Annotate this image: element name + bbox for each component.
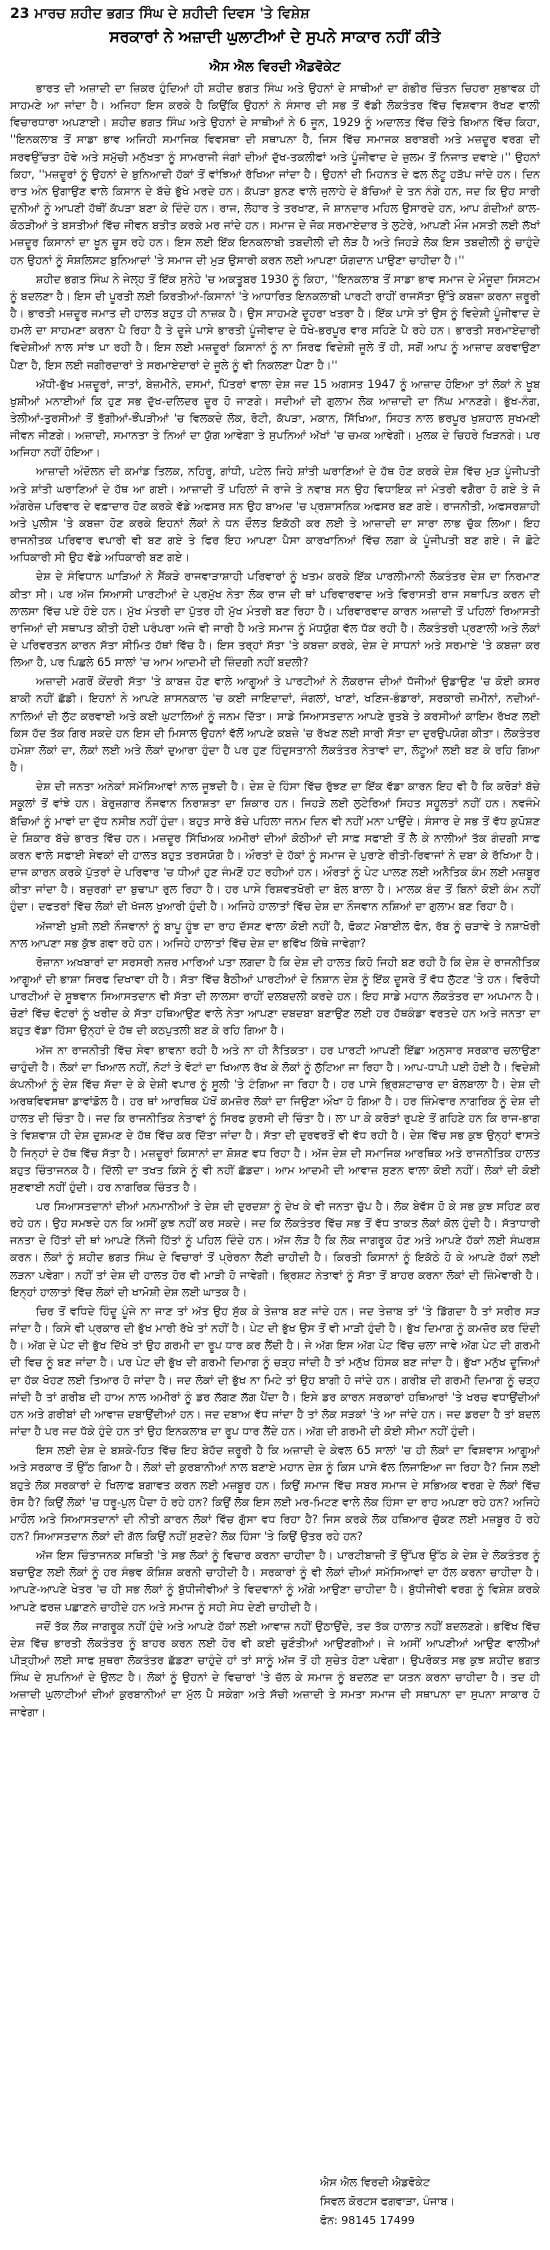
signature-address: ਸਿਵਲ ਕੋਰਟਸ ਫਗਵਾੜਾ, ਪੰਜਾਬ। xyxy=(320,2195,455,2208)
paragraph: ਜਦੋਂ ਤੱਕ ਲੋਕ ਜਾਗਰੂਕ ਨਹੀਂ ਹੁੰਦੇ ਅਤੇ ਆਪਣੇ ਹੱਕਾਂ ਲਈ ਆਵਾਜ਼ ਨਹੀਂ ਉਠਾਉਂਦੇ, ਤਦ ਤੱਕ ਹਾਲਾਤ ਨਹੀਂ ਬਦਲਣਗੇ। ਭਵਿੱਖ ਵਿੱਚ ਦੇਸ਼ ਵਿੱਚ ਭਾਰਤੀ ਲੋਕਤੰਤਰ ਨੂੰ ਬਾਹਰ ਕਰਨ ਲਈ ਹੋਰ ਵੀ ਕਈ ਚੁਣੌਤੀਆਂ ਆਉਣਗੀਆਂ। ਜੇ ਅਸੀਂ ਆਪਣੀਆਂ ਆਉਣ ਵਾਲੀਆਂ ਪੀੜ੍ਹੀਆਂ ਲਈ ਸਾਫ ਸੁਥਰਾ ਲੋਕਤੰਤਰ ਛੱਡਣਾ ਚਾਹੁੰਦੇ ਹਾਂ ਤਾਂ ਸਾਨੂੰ ਅੱਜ ਤੋਂ ਹੀ ਸੁਚੇਤ ਹੋਣਾ ਪਵੇਗਾ। ਉਪਰੋਕਤ ਸਭ ਕੁਝ ਸ਼ਹੀਦ ਭਗਤ ਸਿੰਘ ਦੇ ਸੁਪਨਿਆਂ ਦੇ ਉਲਟ ਹੈ। ਲੋਕਾਂ ਨੂੰ ਉਹਨਾਂ ਦੇ ਵਿਚਾਰਾਂ 'ਤੇ ਚੱਲ ਕੇ ਸਮਾਜ ਨੂੰ ਬਦਲਣ ਦਾ ਯਤਨ ਕਰਨਾ ਚਾਹੀਦਾ ਹੈ। ਤਦ ਹੀ ਅਜ਼ਾਦੀ ਘੁਲਾਟੀਆਂ ਦੀਆਂ ਕੁਰਬਾਨੀਆਂ ਦਾ ਮੁੱਲ ਪੈ ਸਕੇਗਾ ਅਤੇ ਸੱਚੀ ਅਜ਼ਾਦੀ ਤੇ ਸਮਤਾ ਸਮਾਜ ਦੀ ਸਥਾਪਨਾ ਦਾ ਸੁਪਨਾ ਸਾਕਾਰ ਹੋ ਜਾਵੇਗਾ। xyxy=(10,1619,540,1719)
article-body xyxy=(10,80,540,1723)
signature-phone: ਫੋਨ: 98145 17499 xyxy=(320,2214,415,2227)
article-kicker: 23 ਮਾਰਚ ਸ਼ਹੀਦ ਭਗਤ ਸਿੰਘ ਦੇ ਸ਼ਹੀਦੀ ਦਿਵਸ 'ਤੇ ਵਿਸ਼ੇਸ਼ xyxy=(10,6,310,22)
paragraph: ਪਰ ਸਿਆਸਤਦਾਨਾਂ ਦੀਆਂ ਮਨਮਾਨੀਆਂ ਤੇ ਦੇਸ਼ ਦੀ ਦੁਰਦਸ਼ਾ ਨੂੰ ਦੇਖ ਕੇ ਵੀ ਜਨਤਾ ਚੁੱਪ ਹੈ। ਲੋਕ ਬੇਵੱਸ ਹੋ ਕੇ ਸਭ ਕੁਝ ਸਹਿਣ ਕਰ ਰਹੇ ਹਨ। ਉਹ ਸਮਝਦੇ ਹਨ ਕਿ ਅਸੀਂ ਕੁਝ ਨਹੀਂ ਕਰ ਸਕਦੇ। ਜਦ ਕਿ ਲੋਕਤੰਤਰ ਵਿੱਚ ਸਭ ਤੋਂ ਵੱਧ ਤਾਕਤ ਲੋਕਾਂ ਕੋਲ ਹੁੰਦੀ ਹੈ। ਸੱਤਾਧਾਰੀ ਜਨਤਾ ਦੇ ਹਿੱਤਾਂ ਦੀ ਥਾਂ ਆਪਣੇ ਨਿੱਜੀ ਹਿੱਤਾਂ ਨੂੰ ਪਹਿਲ ਦਿੰਦੇ ਹਨ। ਅੱਜ ਲੋੜ ਹੈ ਕਿ ਲੋਕ ਜਾਗਰੂਕ ਹੋਣ ਅਤੇ ਆਪਣੇ ਹੱਕਾਂ ਲਈ ਸੰਘਰਸ਼ ਕਰਨ। ਲੋਕਾਂ ਨੂੰ ਸ਼ਹੀਦ ਭਗਤ ਸਿੰਘ ਦੇ ਵਿਚਾਰਾਂ ਤੋਂ ਪ੍ਰੇਰਨਾ ਲੈਣੀ ਚਾਹੀਦੀ ਹੈ। ਕਿਰਤੀ ਕਿਸਾਨਾਂ ਨੂੰ ਇਕੱਠੇ ਹੋ ਕੇ ਆਪਣੇ ਹੱਕਾਂ ਲਈ ਲੜਨਾ ਪਵੇਗਾ। ਨਹੀਂ ਤਾਂ ਦੇਸ਼ ਦੀ ਹਾਲਤ ਹੋਰ ਵੀ ਮਾੜੀ ਹੋ ਜਾਵੇਗੀ। ਭ੍ਰਿਸ਼ਟ ਨੇਤਾਵਾਂ ਨੂੰ ਸੱਤਾ ਤੋਂ ਬਾਹਰ ਕਰਨਾ ਲੋਕਾਂ ਦੀ ਜ਼ਿੰਮੇਵਾਰੀ ਹੈ। ਇਨ੍ਹਾਂ ਹਾਲਾਤਾਂ ਵਿੱਚ ਲੋਕਾਂ ਦੀ ਖਾਮੋਸ਼ੀ ਦੇਸ਼ ਲਈ ਘਾਤਕ ਹੈ। xyxy=(10,1200,540,1299)
paragraph: ਅੱਜ ਨਾ ਰਾਜਨੀਤੀ ਵਿੱਚ ਸੇਵਾ ਭਾਵਨਾ ਰਹੀ ਹੈ ਅਤੇ ਨਾ ਹੀ ਨੈਤਿਕਤਾ। ਹਰ ਪਾਰਟੀ ਆਪਣੀ ਇੱਛਾ ਅਨੁਸਾਰ ਸਰਕਾਰ ਚਲਾਉਣਾ ਚਾਹੁੰਦੀ ਹੈ। ਲੋਕਾਂ ਦਾ ਖਿਆਲ ਨਹੀਂ, ਨੋਟਾਂ ਤੇ ਵੋਟਾਂ ਦਾ ਖਿਆਲ ਰੱਖ ਕੇ ਲੋਕਾਂ ਨੂੰ ਲੁੱਟਿਆ ਜਾ ਰਿਹਾ ਹੈ। ਆਪ-ਧਾਪੀ ਪਈ ਹੋਈ ਹੈ। ਵਿਦੇਸ਼ੀ ਕੰਪਨੀਆਂ ਨੂੰ ਦੇਸ਼ ਵਿੱਚ ਸੱਦਾ ਦੇ ਕੇ ਦੇਸ਼ੀ ਵਪਾਰ ਨੂੰ ਸੂਲੀ 'ਤੇ ਟੰਗਿਆ ਜਾ ਰਿਹਾ ਹੈ। ਹਰ ਪਾਸੇ ਭ੍ਰਿਸ਼ਟਾਚਾਰ ਦਾ ਬੋਲਬਾਲਾ ਹੈ। ਦੇਸ਼ ਦੀ ਅਰਥਵਿਵਸਥਾ ਡਾਵਾਂਡੋਲ ਹੈ। ਹਰ ਥਾਂ ਆਰਥਿਕ ਪੱਖੋਂ ਕਮਜ਼ੋਰ ਲੋਕਾਂ ਦਾ ਜਿਉਣਾ ਔਖਾ ਹੋ ਗਿਆ ਹੈ। ਹਰ ਜ਼ਿੰਮੇਵਾਰ ਨਾਗਰਿਕ ਨੂੰ ਦੇਸ਼ ਦੀ ਹਾਲਤ ਦੀ ਚਿੰਤਾ ਹੈ। ਜਦ ਕਿ ਰਾਜਨੀਤਿਕ ਨੇਤਾਵਾਂ ਨੂੰ ਸਿਰਫ ਕੁਰਸੀ ਦੀ ਚਿੰਤਾ ਹੈ। ਲਾ ਪਾ ਕੇ ਕਰੋੜਾਂ ਰੁਪਏ ਤੋਂ ਗਹਿਣੇ ਹਨ ਕਿ ਰਾਜ-ਭਾਗ ਤੇ ਵਿਸ਼ਵਾਸ਼ ਹੀ ਦੇਸ਼ ਦੁਸ਼ਮਣ ਦੇ ਹੱਥ ਵਿੱਚ ਕਰ ਦਿੱਤਾ ਜਾਂਦਾ ਹੈ। ਸੱਤਾ ਦੀ ਦੁਰਵਰਤੋਂ ਵੀ ਵੱਧ ਰਹੀ ਹੈ। ਦੇਸ਼ ਵਿੱਚ ਸਭ ਕੁਝ ਉਨ੍ਹਾਂ ਵਾਸਤੇ ਹੈ ਜਿਨ੍ਹਾਂ ਦੇ ਹੱਥ ਵਿੱਚ ਸੱਤਾ ਹੈ। ਮਜ਼ਦੂਰਾਂ ਕਿਸਾਨਾਂ ਦਾ ਸ਼ੋਸ਼ਣ ਵਧ ਰਿਹਾ ਹੈ। ਅੱਜ ਦੇਸ਼ ਦੀ ਸਮਾਜਿਕ ਆਰਥਿਕ ਅਤੇ ਰਾਜਨੀਤਿਕ ਹਾਲਤ ਬਹੁਤ ਚਿੰਤਾਜਨਕ ਹੈ। ਦਿੱਲੀ ਦਾ ਤਖਤ ਕਿਸੇ ਨੂੰ ਵੀ ਨਹੀਂ ਛੱਡਦਾ। ਆਮ ਆਦਮੀ ਦੀ ਆਵਾਜ਼ ਸੁਣਨ ਵਾਲਾ ਕੋਈ ਨਹੀਂ। ਲੋਕਾਂ ਦੀ ਕੋਈ ਸੁਣਵਾਈ ਨਹੀਂ ਹੁੰਦੀ। ਹਰ ਨਾਗਰਿਕ ਚਿੰਤਤ ਹੈ। xyxy=(10,1043,540,1194)
paragraph: ਰੋਜ਼ਾਨਾ ਅਖਬਾਰਾਂ ਦਾ ਸਰਸਰੀ ਨਜ਼ਰ ਮਾਰਿਆਂ ਪਤਾ ਲਗਦਾ ਹੈ ਕਿ ਦੇਸ਼ ਦੀ ਹਾਲਤ ਕਿਹੋ ਜਿਹੀ ਬਣ ਰਹੀ ਹੈ ਕਿ ਦੇਸ਼ ਦੇ ਰਾਜਨੀਤਿਕ ਆਗੂਆਂ ਦੀ ਭਾਸ਼ਾ ਸਿਰਫ ਦਿਖਾਵਾ ਹੀ ਹੈ। ਸੱਤਾ ਵਿੱਚ ਬੈਠੀਆਂ ਪਾਰਟੀਆਂ ਦੇ ਨਿਸ਼ਾਨ ਦੇਸ਼ ਨੂੰ ਇੱਕ ਦੂਸਰੇ ਤੋਂ ਵੱਧ ਲੁੱਟਣ 'ਤੇ ਹਨ। ਵਿਰੋਧੀ ਪਾਰਟੀਆਂ ਦੇ ਸੂਝਵਾਨ ਸਿਆਸਤਦਾਨ ਵੀ ਸੱਤਾ ਦੀ ਲਾਲਸਾ ਰਾਹੀਂ ਦਲਬਦਲੀ ਕਰਦੇ ਹਨ। ਇਹ ਸਾਡੇ ਮਹਾਨ ਲੋਕਤੰਤਰ ਦਾ ਅਪਮਾਨ ਹੈ। ਚੋਣਾਂ ਵਿੱਚ ਵੋਟਰਾਂ ਨੂੰ ਖਰੀਦ ਕੇ ਸੱਤਾ ਹਥਿਆਉਣ ਵਾਲੇ ਨੇਤਾ ਆਪਣਾ ਦਬਦਬਾ ਬਣਾਉਣ ਲਈ ਹਰ ਹੱਥਕੰਡਾ ਵਰਤਦੇ ਹਨ ਅਤੇ ਜਨਤਾ ਦਾ ਬਹੁਤ ਵੱਡਾ ਹਿੱਸਾ ਉਨ੍ਹਾਂ ਦੇ ਹੱਥ ਦੀ ਕਠਪੁਤਲੀ ਬਣ ਕੇ ਰਹਿ ਗਿਆ ਹੈ। xyxy=(10,955,540,1038)
paragraph: ਇਸ ਲਈ ਦੇਸ਼ ਦੇ ਬਸ਼ਕੇ-ਹਿਤ ਵਿੱਚ ਇਹ ਬੇਹੱਦ ਜ਼ਰੂਰੀ ਹੈ ਕਿ ਅਜ਼ਾਦੀ ਦੇ ਕੇਵਲ 65 ਸਾਲਾਂ 'ਚ ਹੀ ਲੋਕਾਂ ਦਾ ਵਿਸ਼ਵਾਸ ਆਗੂਆਂ ਅਤੇ ਸਰਕਾਰ ਤੋਂ ਉੱਠ ਗਿਆ ਹੈ। ਲੋਕਾਂ ਦੀ ਕੁਰਬਾਨੀਆਂ ਨਾਲ ਬਣਾਏ ਮਹਾਨ ਦੇਸ਼ ਨੂੰ ਕਿਸ ਪਾਸੇ ਵੱਲ ਲਿਜਾਇਆ ਜਾ ਰਿਹਾ ਹੈ? ਜਿਸ ਲਈ ਬਹੁਤੇ ਲੋਕ ਸਰਕਾਰਾਂ ਦੇ ਖਿਲਾਫ ਬਗਾਵਤ ਕਰਨ ਲਈ ਮਜ਼ਬੂਰ ਹਨ। ਕਿਉਂ ਸਮਾਜ ਵਿੱਚ ਸਬਰ ਸਮਾਜ ਦੇ ਸਭਿਅਕ ਵਰਗ ਦੇ ਲੋਕਾਂ ਵਿੱਚ ਰੋਸ ਹੈ? ਕਿਉਂ ਲੋਕਾਂ 'ਚ ਧਰੂ-ਪੁਲ ਪੈਦਾ ਹੋ ਰਹੇ ਹਨ? ਕਿਉਂ ਲੋਕ ਇਸ ਲਈ ਮਰ-ਮਿਟਣ ਵਾਲੇ ਲੋਕ ਹਿੰਸਾ ਦਾ ਰਾਹ ਅਪਣਾ ਰਹੇ ਹਨ? ਅਜਿਹੇ ਮਾਹੌਲ ਅਤੇ ਸਿਆਸਤਦਾਨਾਂ ਦੀ ਨੀਤੀ ਕਾਰਨ ਲੋਕਾਂ ਵਿੱਚ ਗੁੱਸਾ ਵਧ ਰਿਹਾ ਹੈ? ਜਿਸ ਕਰਕੇ ਲੋਕ ਹਥਿਆਰ ਚੁੱਕਣ ਲਈ ਮਜ਼ਬੂਰ ਹੋ ਰਹੇ ਹਨ? ਸਿਆਸਤਦਾਨ ਲੋਕਾਂ ਦੀ ਗੱਲ ਕਿਉਂ ਨਹੀਂ ਸੁਣਦੇ? ਲੋਕ ਹਿੰਸਾ 'ਤੇ ਕਿਉਂ ਉਤਰ ਰਹੇ ਹਨ? xyxy=(10,1444,540,1543)
paragraph: ਦੇਸ਼ ਦੀ ਜਨਤਾ ਅਨੇਕਾਂ ਸਮੱਸਿਆਵਾਂ ਨਾਲ ਜੂਝਦੀ ਹੈ। ਦੇਸ਼ ਦੇ ਹਿੰਸਾ ਵਿੱਚ ਰੁੱਝਣ ਦਾ ਇੱਕ ਵੱਡਾ ਕਾਰਨ ਇਹ ਵੀ ਹੈ ਕਿ ਕਰੋੜਾਂ ਬੱਚੇ ਸਕੂਲਾਂ ਤੋਂ ਵਾਂਝੇ ਹਨ। ਬੇਰੁਜ਼ਗਾਰ ਨੌਜਵਾਨ ਨਿਰਾਸ਼ਤਾ ਦਾ ਸ਼ਿਕਾਰ ਹਨ। ਜਿਹੜੇ ਲਈ ਲੁਟੇਰਿਆਂ ਸਿਹਤ ਸਹੂਲਤਾਂ ਨਹੀਂ ਹਨ। ਨਵਜੰਮੇ ਬੱਚਿਆਂ ਨੂੰ ਮਾਵਾਂ ਦਾ ਦੁੱਧ ਨਸੀਬ ਨਹੀਂ ਹੁੰਦਾ। ਬਹੁਤ ਸਾਰੇ ਬੱਚੇ ਪਹਿਲਾ ਜਨਮ ਦਿਨ ਵੀ ਨਹੀਂ ਮਨਾ ਪਾਉਂਦੇ। ਸੰਸਾਰ ਦੇ ਸਭ ਤੋਂ ਵੱਧ ਕੁਪੋਸ਼ਣ ਦੇ ਸ਼ਿਕਾਰ ਬੱਚੇ ਭਾਰਤ ਵਿੱਚ ਹਨ। ਮਜ਼ਦੂਰ ਸਿੱਖਿਅਕ ਅਮੀਰਾਂ ਦੀਆਂ ਕੋਠੀਆਂ ਦੀ ਸਾਫ਼ ਸਫਾਈ ਤੋਂ ਲੈ ਕੇ ਨਾਲੀਆਂ ਤੱਕ ਗੰਦਗੀ ਸਾਫ ਕਰਨ ਵਾਲੇ ਸਫਾਈ ਸੇਵਕਾਂ ਦੀ ਹਾਲਤ ਬਹੁਤ ਤਰਸਯੋਗ ਹੈ। ਔਰਤਾਂ ਦੇ ਹੱਕਾਂ ਨੂੰ ਸਮਾਜ ਦੇ ਪੁਰਾਣੇ ਰੀਤੀ-ਰਿਵਾਜਾਂ ਨੇ ਦਬਾ ਕੇ ਰੱਖਿਆ ਹੈ। ਦਾਜ ਕਾਰਨ ਕਰਕੇ ਪੁੱਤਰਾਂ ਦੇ ਪਰਿਵਾਰ 'ਚ ਧੀਆਂ ਹੁਣ ਜੰਮਣੋਂ ਹਟ ਰਹੀਆਂ ਹਨ। ਔਰਤਾਂ ਨੂੰ ਪੇਟ ਪਾਲਣ ਲਈ ਅਨੈਤਿਕ ਕੰਮ ਲਈ ਮਜ਼ਬੂਰ ਕੀਤਾ ਜਾਂਦਾ ਹੈ। ਬਜ਼ੁਰਗਾਂ ਦਾ ਬੁਢਾਪਾ ਰੁਲ ਰਿਹਾ ਹੈ। ਹਰ ਪਾਸੇ ਰਿਸ਼ਵਤਖੋਰੀ ਦਾ ਬੋਲ ਬਾਲਾ ਹੈ। ਮਾਲਕ ਬੰਦ ਤੋਂ ਬਿਨਾਂ ਕੋਈ ਕੰਮ ਨਹੀਂ ਹੁੰਦਾ। ਦਫਤਰਾਂ ਵਿੱਚ ਲੋਕਾਂ ਦੀ ਖੱਜਲ ਖੁਆਰੀ ਹੁੰਦੀ ਹੈ। ਅਜਿਹੇ ਹਾਲਾਤਾਂ ਵਿੱਚ ਦੇਸ਼ ਦਾ ਨੌਜਵਾਨ ਨਸ਼ਿਆਂ ਦਾ ਗੁਲਾਮ ਬਣ ਰਿਹਾ ਹੈ। xyxy=(10,780,541,914)
paragraph: ਅੱਧੀ-ਭੁੱਖ ਮਜ਼ਦੂਰਾਂ, ਜਾਤਾਂ, ਬੇਜ਼ਮੀਨੇ, ਦਸਮਾਂ, ਪਿੱਤਰਾਂ ਵਾਲਾ ਦੇਸ਼ ਜਦ 15 ਅਗਸਤ 1947 ਨੂੰ ਆਜ਼ਾਦ ਹੋਇਆ ਤਾਂ ਲੋਕਾਂ ਨੇ ਖੂਬ ਖੁਸ਼ੀਆਂ ਮਨਾਈਆਂ ਕਿ ਹੁਣ ਸਭ ਦੁੱਖ-ਦਲਿਦਰ ਦੂਰ ਹੋ ਜਾਣਗੇ। ਸਦੀਆਂ ਦੀ ਗੁਲਾਮ ਲੋਕ ਆਜ਼ਾਦੀ ਦਾ ਨਿੱਘ ਮਾਨਣਗੇ। ਭੁੱਖ-ਨੰਗ, ਤੇਲੀਆਂ-ਤੁਰਸੀਆਂ ਤੋਂ ਝੁੱਗੀਆਂ-ਝੌਂਪੜੀਆਂ 'ਚ ਵਿਲਕਦੇ ਲੋਕ, ਰੋਟੀ, ਕੱਪੜਾ, ਮਕਾਨ, ਸਿੱਖਿਆ, ਸਿਹਤ ਨਾਲ ਭਰਪੂਰ ਖੁਸ਼ਹਾਲ ਸੁਖਮਈ ਜੀਵਨ ਜੀਣਗੇ। ਅਜ਼ਾਦੀ, ਸਮਾਨਤਾ ਤੇ ਨਿਆਂ ਦਾ ਯੁੱਗ ਆਵੇਗਾ ਤੇ ਸੁਪਨਿਆਂ ਅੱਖਾਂ 'ਚ ਚਮਕ ਆਵੇਗੀ। ਮੁਲਕ ਦੇ ਚਿਹਰੇ ਖਿੜਨਗੇ। ਪਰ ਅਜਿਹਾ ਨਹੀਂ ਹੋਇਆ। xyxy=(10,377,540,460)
paragraph: ਆਜ਼ਾਦੀ ਅੰਦੋਲਨ ਦੀ ਕਮਾਂਡ ਤਿਲਕ, ਨਹਿਰੂ, ਗਾਂਧੀ, ਪਟੇਲ ਜਿਹੇ ਸ਼ਾਂਤੀ ਘਰਾਣਿਆਂ ਦੇ ਹੱਥ ਹੋਣ ਕਰਕੇ ਦੇਸ਼ ਵਿੱਚ ਮੁੜ ਪੂੰਜੀਪਤੀ ਅਤੇ ਸ਼ਾਂਤੀ ਘਰਾਣਿਆਂ ਦੇ ਹੱਥ ਆ ਗਈ। ਆਜ਼ਾਦੀ ਤੋਂ ਪਹਿਲਾਂ ਜੋ ਰਾਜੇ ਤੇ ਨਵਾਬ ਸਨ ਉਹ ਵਿਧਾਇਕ ਜਾਂ ਮੰਤਰੀ ਵਗੈਰਾ ਹੋ ਗਏ ਤੇ ਜੋ ਅੰਗਰੇਜ਼ ਪਰਿਵਾਰ ਦੇ ਵਫ਼ਾਦਾਰ ਹੋਣ ਕਰਕੇ ਵੱਡੇ ਅਫਸਰ ਸਨ ਉਹ ਬਾਅਦ 'ਚ ਪ੍ਰਸ਼ਾਸਨਿਕ ਅਫਸਰ ਬਣ ਗਏ। ਰਾਜਨੀਤੀ, ਅਫਸਰਸ਼ਾਹੀ ਅਤੇ ਪੁਲੀਸ 'ਤੇ ਕਬਜ਼ਾ ਹੋਣ ਕਰਕੇ ਇਹਨਾਂ ਲੋਕਾਂ ਨੇ ਧਨ ਦੌਲਤ ਇਕੱਠੀ ਕਰ ਲਈ ਤੇ ਆਜ਼ਾਦੀ ਦਾ ਸਾਰਾ ਲਾਭ ਚੁੱਕ ਲਿਆ। ਇਹ ਰਾਜਨੀਤਕ ਪਰਿਵਾਰ ਵਪਾਰੀ ਵੀ ਬਣ ਗਏ ਤੇ ਫਿਰ ਇਹ ਆਪਣਾ ਪੈਸਾ ਕਾਰਖਾਨਿਆਂ ਵਿੱਚ ਲਗਾ ਕੇ ਪੂੰਜੀਪਤੀ ਬਣ ਗਏ। ਜੋ ਛੋਟੇ ਅਧਿਕਾਰੀ ਸੀ ਉਹ ਵੱਡੇ ਅਧਿਕਾਰੀ ਬਣ ਗਏ। xyxy=(10,465,540,565)
paragraph: ਅਜ਼ਾਦੀ ਮਗਰੋਂ ਕੇਂਦਰੀ ਸੱਤਾ 'ਤੇ ਕਾਬਜ਼ ਹੋਣ ਵਾਲੇ ਆਗੂਆਂ ਤੇ ਪਾਰਟੀਆਂ ਨੇ ਲੋਕਰਾਜ ਦੀਆਂ ਧੱਜੀਆਂ ਉਡਾਉਣ 'ਚ ਕੋਈ ਕਸਰ ਬਾਕੀ ਨਹੀਂ ਛੱਡੀ। ਇਹਨਾਂ ਨੇ ਆਪਣੇ ਸ਼ਾਸਨਕਾਲ 'ਚ ਕਈ ਜਾਇਦਾਦਾਂ, ਜੰਗਲਾਂ, ਖਾਣਾਂ, ਖਣਿਜ-ਭੰਡਾਰਾਂ, ਸਰਕਾਰੀ ਜ਼ਮੀਨਾਂ, ਨਦੀਆਂ-ਨਾਲਿਆਂ ਦੀ ਲੁੱਟ ਕਰਵਾਈ ਅਤੇ ਕਈ ਘੁਟਾਲਿਆਂ ਨੂੰ ਜਨਮ ਦਿੱਤਾ। ਸਾਡੇ ਸਿਆਸਤਦਾਨ ਆਪਣੇ ਰੁਤਬੇ ਤੇ ਕਰਸੀਆਂ ਕਾਇਮ ਰੱਖਣ ਲਈ ਕਿਸ ਹੱਦ ਤੱਕ ਗਿਰ ਸਕਦੇ ਹਨ ਇਸ ਦੀ ਮਿਸਾਲ ਉਹਨਾਂ ਵੱਲੋਂ ਆਪਣੇ ਕਬਜ਼ੇ 'ਚ ਰੱਖਣ ਲਈ ਸਾਰੀ ਸੱਤਾ ਦਾ ਦੁਰਉਪਯੋਗ ਕੀਤਾ। ਲੋਕਤੰਤਰ ਹਮੇਸ਼ਾ ਲੋਕਾਂ ਦਾ, ਲੋਕਾਂ ਲਈ ਅਤੇ ਲੋਕਾਂ ਦੁਆਰਾ ਹੁੰਦਾ ਹੈ ਪਰ ਹੁਣ ਹਿੰਦੁਸਤਾਨੀ ਲੋਕਤੰਤਰ ਨੇਤਾਵਾਂ ਦਾ, ਲੋਟੂਆਂ ਲਈ ਬਣ ਕੇ ਰਹਿ ਗਿਆ ਹੈ। xyxy=(10,675,540,775)
paragraph: ਦੇਸ਼ ਦੇ ਸੰਵਿਧਾਨ ਘਾੜਿਆਂ ਨੇ ਸੈਂਕੜੇ ਰਾਜਵਾੜਾਸ਼ਾਹੀ ਪਰਿਵਾਰਾਂ ਨੂੰ ਖਤਮ ਕਰਕੇ ਇੱਕ ਪਾਰਲੀਮਾਨੀ ਲੋਕਤੰਤਰ ਦੇਸ਼ ਦਾ ਨਿਰਮਾਣ ਕੀਤਾ ਸੀ। ਪਰ ਅੱਜ ਸਿਆਸੀ ਪਾਰਟੀਆਂ ਦੇ ਪ੍ਰਮੁੱਖ ਨੇਤਾ ਲੋਕ ਰਾਜ ਦੀ ਥਾਂ ਪਰਿਵਾਰਵਾਦ ਅਤੇ ਵਿਰਾਸਤੀ ਰਾਜ ਸਥਾਪਿਤ ਕਰਨ ਦੀ ਲਾਲਸਾ ਵਿੱਚ ਪਏ ਹੋਏ ਹਨ। ਮੁੱਖ ਮੰਤਰੀ ਦਾ ਪੁੱਤਰ ਹੀ ਮੁੱਖ ਮੰਤਰੀ ਬਣ ਰਿਹਾ ਹੈ। ਪਰਿਵਾਰਵਾਦ ਕਾਰਨ ਅਜ਼ਾਦੀ ਤੋਂ ਪਹਿਲਾਂ ਰਿਆਸਤੀ ਰਾਜਿਆਂ ਦੀ ਸਥਾਪਤ ਕੀਤੀ ਹੋਈ ਪਰੰਪਰਾ ਅਜੇ ਵੀ ਜਾਰੀ ਹੈ ਅਤੇ ਸਮਾਜ ਨੂੰ ਮੱਧਯੁੱਗ ਵੱਲ ਧੱਕ ਰਹੀ ਹੈ। ਲੋਕਤੰਤਰੀ ਪ੍ਰਣਾਲੀ ਅਤੇ ਲੋਕਾਂ ਦੇ ਪਰਿਵਰਤਨ ਕਾਰਨ ਸੱਤਾ ਸੀਮਿਤ ਹੱਥਾਂ ਵਿੱਚ ਹੈ। ਇਸ ਤਰ੍ਹਾਂ ਸੱਤਾ 'ਤੇ ਕਬਜ਼ਾ ਕਰਕੇ, ਦੇਸ਼ ਦੇ ਸਾਧਨਾਂ ਅਤੇ ਸਰਮਾਏ 'ਤੇ ਕਬਜ਼ਾ ਕਰ ਲਿਆ ਹੈ, ਪਰ ਪਿਛਲੇ 65 ਸਾਲਾਂ 'ਚ ਆਮ ਆਦਮੀ ਦੀ ਜ਼ਿੰਦਗੀ ਨਹੀਂ ਬਦਲੀ? xyxy=(10,570,540,670)
article-byline: ਐਸ ਐਲ ਵਿਰਦੀ ਐਡਵੋਕੇਟ xyxy=(209,60,341,75)
paragraph: ਸ਼ਹੀਦ ਭਗਤ ਸਿੰਘ ਨੇ ਜੇਲ੍ਹ ਤੋਂ ਇੱਕ ਸੁਨੇਹੇ 'ਚ ਅਕਤੂਬਰ 1930 ਨੂੰ ਕਿਹਾ, ''ਇਨਕਲਾਬ ਤੋਂ ਸਾਡਾ ਭਾਵ ਸਮਾਜ ਦੇ ਮੌਜੂਦਾ ਸਿਸਟਮ ਨੂੰ ਬਦਲਣਾ ਹੈ। ਇਸ ਦੀ ਪੂਰਤੀ ਲਈ ਕਿਰਤੀਆਂ-ਕਿਸਾਨਾਂ 'ਤੇ ਆਧਾਰਿਤ ਇਨਕਲਾਬੀ ਪਾਰਟੀ ਰਾਹੀਂ ਰਾਜਸੱਤਾ ਉੱਤੇ ਕਬਜ਼ਾ ਕਰਨਾ ਜ਼ਰੂਰੀ ਹੈ। ਭਾਰਤੀ ਮਜ਼ਦੂਰ ਜਮਾਤ ਦੀ ਹਾਲਤ ਬਹੁਤ ਹੀ ਨਾਜ਼ਕ ਹੈ। ਉਸ ਸਾਹਮਣੇ ਦੂਹਰਾ ਖਤਰਾ ਹੈ। ਇੱਕ ਪਾਸੇ ਤਾਂ ਉਸ ਨੂੰ ਵਿਦੇਸ਼ੀ ਪੂੰਜੀਵਾਦ ਦੇ ਹਮਲੇ ਦਾ ਸਾਹਮਣਾ ਕਰਨਾ ਪੈ ਰਿਹਾ ਹੈ ਤੇ ਦੂਜੇ ਪਾਸੇ ਭਾਰਤੀ ਪੂੰਜੀਵਾਦ ਦੇ ਧੋਖੇ-ਭਰਪੂਰ ਵਾਰ ਸਹਿਣੇ ਪੈ ਰਹੇ ਹਨ। ਭਾਰਤੀ ਸਰਮਾਏਦਾਰੀ ਵਿਦੇਸ਼ੀਆਂ ਨਾਲ ਸਾਂਝ ਪਾ ਰਹੀ ਹੈ। ਇਸ ਲਈ ਮਜ਼ਦੂਰਾਂ ਕਿਸਾਨਾਂ ਨੂੰ ਨਾ ਸਿਰਫ ਵਿਦੇਸ਼ੀ ਜੂਲੇ ਤੋਂ ਹੀ, ਸਗੋਂ ਆਪ ਨੂੰ ਆਜ਼ਾਦ ਕਰਵਾਉਣਾ ਪੈਣਾ ਹੈ, ਇਸ ਲਈ ਜਗੀਰਦਾਰਾਂ ਤੇ ਸਰਮਾਏਦਾਰਾਂ ਦੇ ਜੂਲੇ ਨੂੰ ਵੀ ਨਿਕਲਣਾ ਪੈਣਾ ਹੈ।'' xyxy=(10,272,540,372)
paragraph: ਅੱਜਾਈ ਖੁਸ਼ੀ ਲਈ ਨੌਜਵਾਨਾਂ ਨੂੰ ਬਾਪੂ ਹੂੰਝ ਦਾ ਰਾਹ ਦੱਸਣ ਵਾਲਾ ਕੋਈ ਨਹੀਂ ਹੈ, ਫੋਕਟ ਮੋਬਾਈਲ ਫੋਨ, ਰੱਬ ਨੂੰ ਚੜਾਵੇ ਤੇ ਨਸ਼ਾਖੋਰੀ ਨਾਲ ਆਪਣਾ ਸਭ ਕੁੱਝ ਗਵਾ ਰਹੇ ਹਨ। ਅਜਿਹੇ ਹਾਲਾਤਾਂ ਵਿੱਚ ਦੇਸ਼ ਦਾ ਭਵਿੱਖ ਕਿੱਥੇ ਜਾਵੇਗਾ? xyxy=(10,919,540,950)
paragraph: ਅੱਜ ਇਸ ਚਿੰਤਾਜਨਕ ਸਥਿਤੀ 'ਤੇ ਸਭ ਲੋਕਾਂ ਨੂੰ ਵਿਚਾਰ ਕਰਨਾ ਚਾਹੀਦਾ ਹੈ। ਪਾਰਟੀਬਾਜ਼ੀ ਤੋਂ ਉੱਪਰ ਉੱਠ ਕੇ ਦੇਸ਼ ਦੇ ਲੋਕਤੰਤਰ ਨੂੰ ਬਚਾਉਣ ਲਈ ਲੋਕਾਂ ਨੂੰ ਹਰ ਸੰਭਵ ਕੋਸ਼ਿਸ਼ ਕਰਨੀ ਚਾਹੀਦੀ ਹੈ। ਸਰਕਾਰਾਂ ਨੂੰ ਵੀ ਲੋਕਾਂ ਦੀਆਂ ਸਮੱਸਿਆਵਾਂ ਦਾ ਹੱਲ ਕਰਨਾ ਚਾਹੀਦਾ ਹੈ। ਆਪਣੇ-ਆਪਣੇ ਖੇਤਰ 'ਚ ਹੀ ਸਭ ਲੋਕਾਂ ਨੂੰ ਬੁੱਧੀਜੀਵੀਆਂ ਤੇ ਵਿਦਵਾਨਾਂ ਨੂੰ ਅੱਗੇ ਆਉਣਾ ਚਾਹੀਦਾ ਹੈ। ਬੁੱਧੀਜੀਵੀ ਵਰਗ ਨੂੰ ਵਿਸ਼ੇਸ਼ ਕਰਕੇ ਆਪਣੇ ਫਰਜ਼ ਪਛਾਣਨੇ ਚਾਹੀਦੇ ਹਨ ਅਤੇ ਸਮਾਜ ਨੂੰ ਸਹੀ ਸੇਧ ਦੇਣੀ ਚਾਹੀਦੀ ਹੈ। xyxy=(10,1549,540,1614)
signature-name: ਐਸ ਐਲ ਵਿਰਦੀ ਐਡਵੋਕੇਟ xyxy=(320,2176,430,2189)
article-headline: ਸਰਕਾਰਾਂ ਨੇ ਅਜ਼ਾਦੀ ਘੁਲਾਟੀਆਂ ਦੇ ਸੁਪਨੇ ਸਾਕਾਰ ਨਹੀਂ ਕੀਤੇ xyxy=(109,28,441,46)
author-signature xyxy=(320,2173,510,2230)
paragraph: ਭਾਰਤ ਦੀ ਅਜ਼ਾਦੀ ਦਾ ਜ਼ਿਕਰ ਹੁੰਦਿਆਂ ਹੀ ਸ਼ਹੀਦ ਭਗਤ ਸਿੰਘ ਅਤੇ ਉਹਨਾਂ ਦੇ ਸਾਥੀਆਂ ਦਾ ਗੰਭੀਰ ਚਿੰਤਨ ਚਿਹਰਾ ਸੁਭਾਵਕ ਹੀ ਸਾਹਮਣੇ ਆ ਜਾਂਦਾ ਹੈ। ਅਜਿਹਾ ਇਸ ਕਰਕੇ ਹੈ ਕਿਉਂਕਿ ਉਹਨਾਂ ਨੇ ਸੰਸਾਰ ਦੀ ਸਭ ਤੋਂ ਵੱਡੀ ਲੋਕਤੰਤਰ ਵਿੱਚ ਵਿਸ਼ਵਾਸ ਰੱਖਣ ਵਾਲੀ ਵਿਚਾਰਧਾਰਾ ਅਪਣਾਈ। ਸ਼ਹੀਦ ਭਗਤ ਸਿੰਘ ਅਤੇ ਉਹਨਾਂ ਦੇ ਸਾਥੀਆਂ ਨੇ 6 ਜੂਨ, 1929 ਨੂੰ ਅਦਾਲਤ ਵਿੱਚ ਦਿੱਤੇ ਬਿਆਨ ਵਿੱਚ ਕਿਹਾ, ''ਇਨਕਲਾਬ ਤੋਂ ਸਾਡਾ ਭਾਵ ਅਜਿਹੀ ਸਮਾਜਿਕ ਵਿਵਸਥਾ ਦੀ ਸਥਾਪਨਾ ਹੈ, ਜਿਸ ਵਿੱਚ ਸਮਾਜਕ ਬਰਾਬਰੀ ਅਤੇ ਮਜ਼ਦੂਰ ਵਰਗ ਦੀ ਸਰਵਉੱਚਤਾ ਹੋਵੇ ਅਤੇ ਸਮੁੱਚੀ ਮਨੁੱਖਤਾ ਨੂੰ ਸਾਮਰਾਜੀ ਜੰਗਾਂ ਦੀਆਂ ਦੁੱਖ-ਤਕਲੀਫਾਂ ਅਤੇ ਪੂੰਜੀਵਾਦ ਦੇ ਜ਼ੁਲਮ ਤੋਂ ਨਿਜਾਤ ਦਵਾਏ।'' ਉਹਨਾਂ ਕਿਹਾ, ''ਮਜ਼ਦੂਰਾਂ ਨੂੰ ਉਹਨਾਂ ਦੇ ਬੁਨਿਆਦੀ ਹੱਕਾਂ ਤੋਂ ਵਾਂਝਿਆਂ ਰੱਖਿਆ ਜਾਂਦਾ ਹੈ। ਉਹਨਾਂ ਦੀ ਮਿਹਨਤ ਦੇ ਫਲ ਲੋਟੂ ਹੜੱਪ ਜਾਂਦੇ ਹਨ। ਦਿਨ ਰਾਤ ਅੰਨ ਉਗਾਉਣ ਵਾਲੇ ਕਿਸਾਨ ਦੇ ਬੱਚੇ ਭੁੱਖੇ ਮਰਦੇ ਹਨ। ਕੱਪੜਾ ਬੁਨਣ ਵਾਲੇ ਜੁਲਾਹੇ ਦੇ ਬੱਚਿਆਂ ਦੇ ਤਨ ਨੰਗੇ ਹਨ, ਜਦ ਕਿ ਉਹ ਸਾਰੀ ਦੁਨੀਆਂ ਨੂੰ ਆਪਣੀ ਹੱਥੀਂ ਕੱਪੜਾ ਬਣਾ ਕੇ ਦਿੰਦੇ ਹਨ। ਰਾਜ, ਲੋਹਾਰ ਤੇ ਤਰਖਾਣ, ਜੋ ਸ਼ਾਨਦਾਰ ਮਹਿਲ ਉਸਾਰਦੇ ਹਨ, ਆਪ ਗੰਦੀਆਂ ਕਾਲ-ਕੋਠੜੀਆਂ ਤੇ ਬਸਤੀਆਂ ਵਿੱਚ ਜੀਵਨ ਬਤੀਤ ਕਰਕੇ ਮਰ ਜਾਂਦੇ ਹਨ। ਸਮਾਜ ਦੇ ਜੋਕ ਸਰਮਾਏਦਾਰ ਤੇ ਲੁਟੇਰੇ, ਆਪਣੀ ਮੌਜ ਮਸਤੀ ਲਈ ਲੱਖਾਂ ਮਜ਼ਦੂਰ ਕਿਸਾਨਾਂ ਦਾ ਖੂਨ ਚੂਸ ਰਹੇ ਹਨ। ਇਸ ਲਈ ਇੱਕ ਇਨਕਲਾਬੀ ਤਬਦੀਲੀ ਦੀ ਲੋੜ ਹੈ ਅਤੇ ਜਿਹੜੇ ਲੋਕ ਇਸ ਤਬਦੀਲੀ ਨੂੰ ਚਾਹੁੰਦੇ ਹਨ ਉਹਨਾਂ ਨੂੰ ਸੋਸ਼ਲਿਸਟ ਬੁਨਿਆਦਾਂ 'ਤੇ ਸਮਾਜ ਦੀ ਮੁੜ ਉਸਾਰੀ ਕਰਨ ਲਈ ਆਪਣਾ ਯੋਗਦਾਨ ਪਾਉਣਾ ਚਾਹੀਦਾ ਹੈ।'' xyxy=(10,82,540,267)
paragraph: ਚਿਰ ਤੋਂ ਵਧਿਦੇ ਹਿੰਦੂ ਪੂੰਜੇ ਨਾ ਜਾਣ ਤਾਂ ਅੱਤ ਉਹ ਸੁੱਕ ਕੇ ਤੇਜ਼ਾਬ ਬਣ ਜਾਂਦੇ ਹਨ। ਜਦ ਤੇਜ਼ਾਬ ਤਾਂ 'ਤੇ ਡਿੱਗਦਾ ਹੈ ਤਾਂ ਸਰੀਰ ਸੜ ਜਾਂਦਾ ਹੈ। ਕਿਸੇ ਵੀ ਪ੍ਰਕਾਰ ਦੀ ਭੁੱਖ ਮਾਰੀ ਰੱਖੇ ਤਾਂ ਨਹੀਂ ਹੈ। ਪੇਟ ਦੀ ਭੁੱਖ ਉਸ ਤੋਂ ਵੀ ਮਾੜੀ ਹੁੰਦੀ ਹੈ। ਭੁੱਖ ਦਿਮਾਗ ਨੂੰ ਕਮਜ਼ੋਰ ਕਰ ਦਿੰਦੀ ਹੈ। ਅੱਗ ਦੇ ਪੇਟ ਦੀ ਭੁੱਖ ਦਿੱਖੇ ਤਾਂ ਉਹ ਗਰਮੀ ਦਾ ਰੂਪ ਧਾਰ ਕਰ ਲੈਂਦੀ ਹੈ। ਜੇ ਅੱਗ ਇਸ ਅੱਗ ਪੇਟ ਵਿੱਚ ਚਲਾ ਜਾਵੇ ਅੱਗ ਪੇਟ ਦੀ ਗਰਮੀ ਦੀ ਵਿਚ ਨੂੰ ਬਣ ਜਾਂਦਾ ਹੈ। ਪਰ ਪੇਟ ਦੀ ਭੁੱਖ ਦੀ ਗਰਮੀ ਦਿਮਾਗ ਨੂੰ ਚੜ੍ਹ ਜਾਂਦੀ ਹੈ ਤਾਂ ਮਨੁੱਖ ਹਿੰਸਕ ਬਣ ਜਾਂਦਾ ਹੈ। ਭੁੱਖਾ ਮਨੁੱਖ ਦੂਜਿਆਂ ਦਾ ਹੱਕ ਖੋਹਣ ਲਈ ਤਿਆਰ ਹੋ ਜਾਂਦਾ ਹੈ। ਜਦ ਲੋਕਾਂ ਦੀ ਭੁੱਖ ਨਾ ਮਿਟੇ ਤਾਂ ਉਹ ਬਾਗੀ ਹੋ ਜਾਂਦੇ ਹਨ। ਗਰੀਬ ਦੀ ਗਰਮੀ ਦਿਮਾਗ ਨੂੰ ਚੜ੍ਹ ਜਾਂਦੀ ਹੈ ਤਾਂ ਗਰੀਬ ਦੀ ਹਾਅ ਨਾਲ ਅਮੀਰਾਂ ਨੂੰ ਡਰ ਲੱਗਣ ਲੱਗ ਪੈਂਦਾ ਹੈ। ਇਸੇ ਡਰ ਕਾਰਨ ਸਰਕਾਰਾਂ ਹਥਿਆਰਾਂ 'ਤੇ ਖਰਚ ਵਧਾਉਂਦੀਆਂ ਹਨ ਅਤੇ ਗਰੀਬਾਂ ਦੀ ਆਵਾਜ਼ ਦਬਾਉਂਦੀਆਂ ਹਨ। ਜਦ ਦਬਾਅ ਵੱਧ ਜਾਂਦਾ ਹੈ ਤਾਂ ਲੋਕ ਸੜਕਾਂ 'ਤੇ ਆ ਜਾਂਦੇ ਹਨ। ਜਦ ਡਰਦਾ ਹੈ ਤਾਂ ਬਦਲ ਜਾਂਦਾ ਹੈ ਪਰ ਜਦ ਧੱਕੇ ਹੁੰਦੇ ਹਨ ਤਾਂ ਉਹ ਇਨਕਲਾਬ ਦਾ ਰੂਪ ਧਾਰ ਲੈਂਦੇ ਹਨ। ਅੱਗ ਦੀ ਗਰਮੀ ਦੀ ਕੋਈ ਸੀਮਾ ਨਹੀਂ ਹੁੰਦੀ। xyxy=(10,1304,540,1439)
